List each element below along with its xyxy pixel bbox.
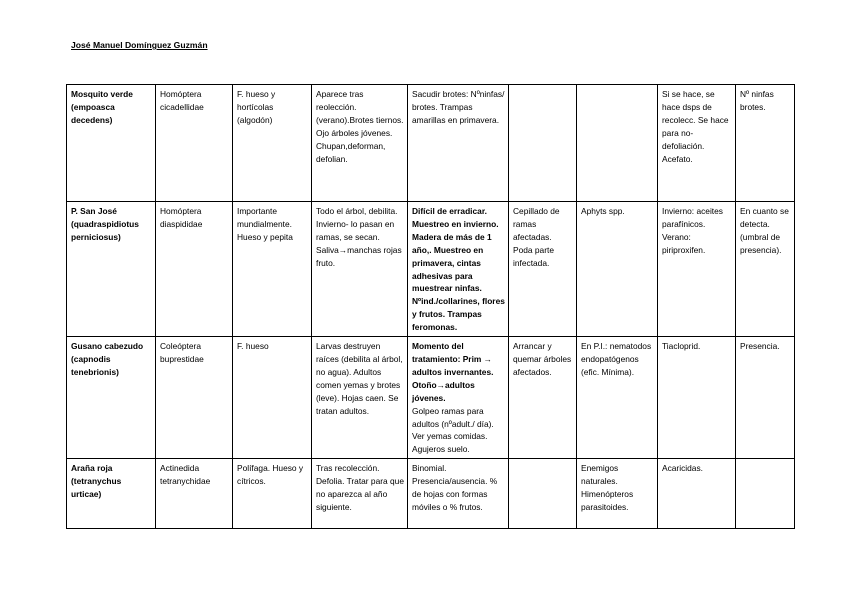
damage-cell: Larvas destruyen raíces (debilita al árbol, no agua). Adultos comen yemas y brotes (leve). Hojas caen. Se tratan adultos.: [312, 337, 408, 459]
biological-control-cell: En P.I.: nematodos endopatógenos (efic. Mínima).: [577, 337, 658, 459]
order-cell: Homóptera diaspididae: [156, 202, 233, 337]
monitoring-cell: Difícil de erradicar. Muestreo en invierno. Madera de más de 1 año,. Muestreo en primavera, cintas adhesivas para muestrear ninfas. Nºind./collarines, flores y frutos. Trampas feromonas.: [408, 202, 509, 337]
crops-cell: F. hueso y hortícolas (algodón): [233, 85, 312, 202]
order-cell: Coleóptera buprestidae: [156, 337, 233, 459]
crops-cell: Polífaga. Hueso y cítricos.: [233, 459, 312, 529]
table-row: [67, 85, 795, 202]
pest-name-cell: P. San José (quadraspidiotus perniciosus): [67, 202, 156, 337]
monitoring-cell: [408, 337, 509, 459]
crops-cell: F. hueso: [233, 337, 312, 459]
table-row: [67, 337, 795, 459]
order-cell: Actinedida tetranychidae: [156, 459, 233, 529]
monitoring-cell: Binomial. Presencia/ausencia. % de hojas con formas móviles o % frutos.: [408, 459, 509, 529]
cultural-control-cell: [509, 459, 577, 529]
biological-control-cell: Aphyts spp.: [577, 202, 658, 337]
monitoring-method-text: Golpeo ramas para adultos (nºadult./ día). Ver yemas comidas. Agujeros suelo.: [412, 405, 494, 455]
pest-name-cell: Araña roja (tetranychus urticae): [67, 459, 156, 529]
table-row: [67, 459, 795, 529]
damage-cell: Tras recolección. Defolia. Tratar para que no aparezca al año siguiente.: [312, 459, 408, 529]
cultural-control-cell: Arrancar y quemar árboles afectados.: [509, 337, 577, 459]
chemical-control-cell: Tiacloprid.: [658, 337, 736, 459]
cultural-control-cell: [509, 85, 577, 202]
monitoring-cell: Sacudir brotes: Nºninfas/ brotes. Trampas amarillas en primavera.: [408, 85, 509, 202]
chemical-control-cell: Invierno: aceites parafínicos. Verano: piriproxifen.: [658, 202, 736, 337]
table-row: [67, 202, 795, 337]
pest-table: [66, 84, 795, 529]
crops-cell: Importante mundialmente. Hueso y pepita: [233, 202, 312, 337]
author-name: José Manuel Domínguez Guzmán: [71, 40, 208, 50]
biological-control-cell: [577, 85, 658, 202]
threshold-cell: En cuanto se detecta. (umbral de presencia).: [736, 202, 795, 337]
damage-cell: Todo el árbol, debilita. Invierno- lo pasan en ramas, se secan. Saliva→manchas rojas fruto.: [312, 202, 408, 337]
biological-control-cell: Enemigos naturales. Himenópteros parasitoides.: [577, 459, 658, 529]
chemical-control-cell: Acaricidas.: [658, 459, 736, 529]
threshold-cell: [736, 459, 795, 529]
pest-name-cell: Mosquito verde (empoasca decedens): [67, 85, 156, 202]
pest-name-cell: Gusano cabezudo (capnodis tenebrionis): [67, 337, 156, 459]
cultural-control-cell: Cepillado de ramas afectadas. Poda parte infectada.: [509, 202, 577, 337]
threshold-cell: Nº ninfas brotes.: [736, 85, 795, 202]
chemical-control-cell: Si se hace, se hace dsps de recolecc. Se hace para no-defoliación. Acefato.: [658, 85, 736, 202]
order-cell: Homóptera cicadellidae: [156, 85, 233, 202]
damage-cell: Aparece tras reolección. (verano).Brotes tiernos. Ojo árboles jóvenes. Chupan,deforman, defolian.: [312, 85, 408, 202]
monitoring-timing-text: Momento del tratamiento: Prim → adultos invernantes. Otoño→adultos jóvenes.: [412, 341, 494, 403]
threshold-cell: Presencia.: [736, 337, 795, 459]
